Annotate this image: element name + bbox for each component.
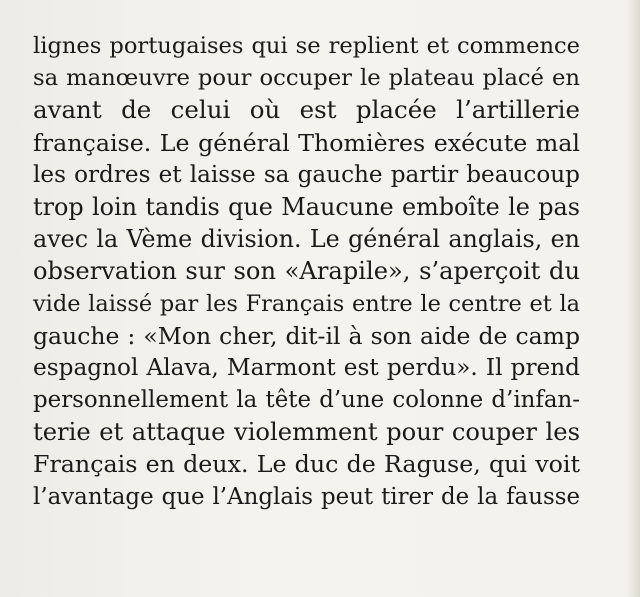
text-line-14: Français en deux. Le duc de Raguse, qui voit [33,450,580,479]
page-edge-shadow [626,0,640,597]
text-line-6: trop loin tandis que Maucune emboîte le pas [33,192,580,221]
text-line-8: observation sur son «Arapile», s’aperçoit du [33,257,580,286]
text-line-7: avec la Vème division. Le général anglais, en [33,225,580,254]
text-line-11: espagnol Alava, Marmont est perdu». Il prend [33,353,580,381]
text-line-4: française. Le général Thomières exécute mal [33,128,580,157]
text-line-1: lignes portugaises qui se replient et commence [33,33,580,59]
text-line-2: sa manœuvre pour occuper le plateau placé en [33,65,580,92]
body-text [33,30,580,513]
text-line-12: personnellement la tête d’une colonne d’infan- [33,387,580,414]
text-line-10: gauche : «Mon cher, dit-il à son aide de camp [33,321,580,350]
text-line-13: terie et attaque violemment pour couper les [33,418,580,447]
text-line-3: avant de celui où est placée l’artillerie [33,95,580,125]
text-line-9: vide laissé par les Français entre le centre et la [33,290,580,317]
text-line-15: l’avantage que l’Anglais peut tirer de la fausse [33,483,580,510]
text-line-5: les ordres et laisse sa gauche partir beaucoup [33,161,580,188]
